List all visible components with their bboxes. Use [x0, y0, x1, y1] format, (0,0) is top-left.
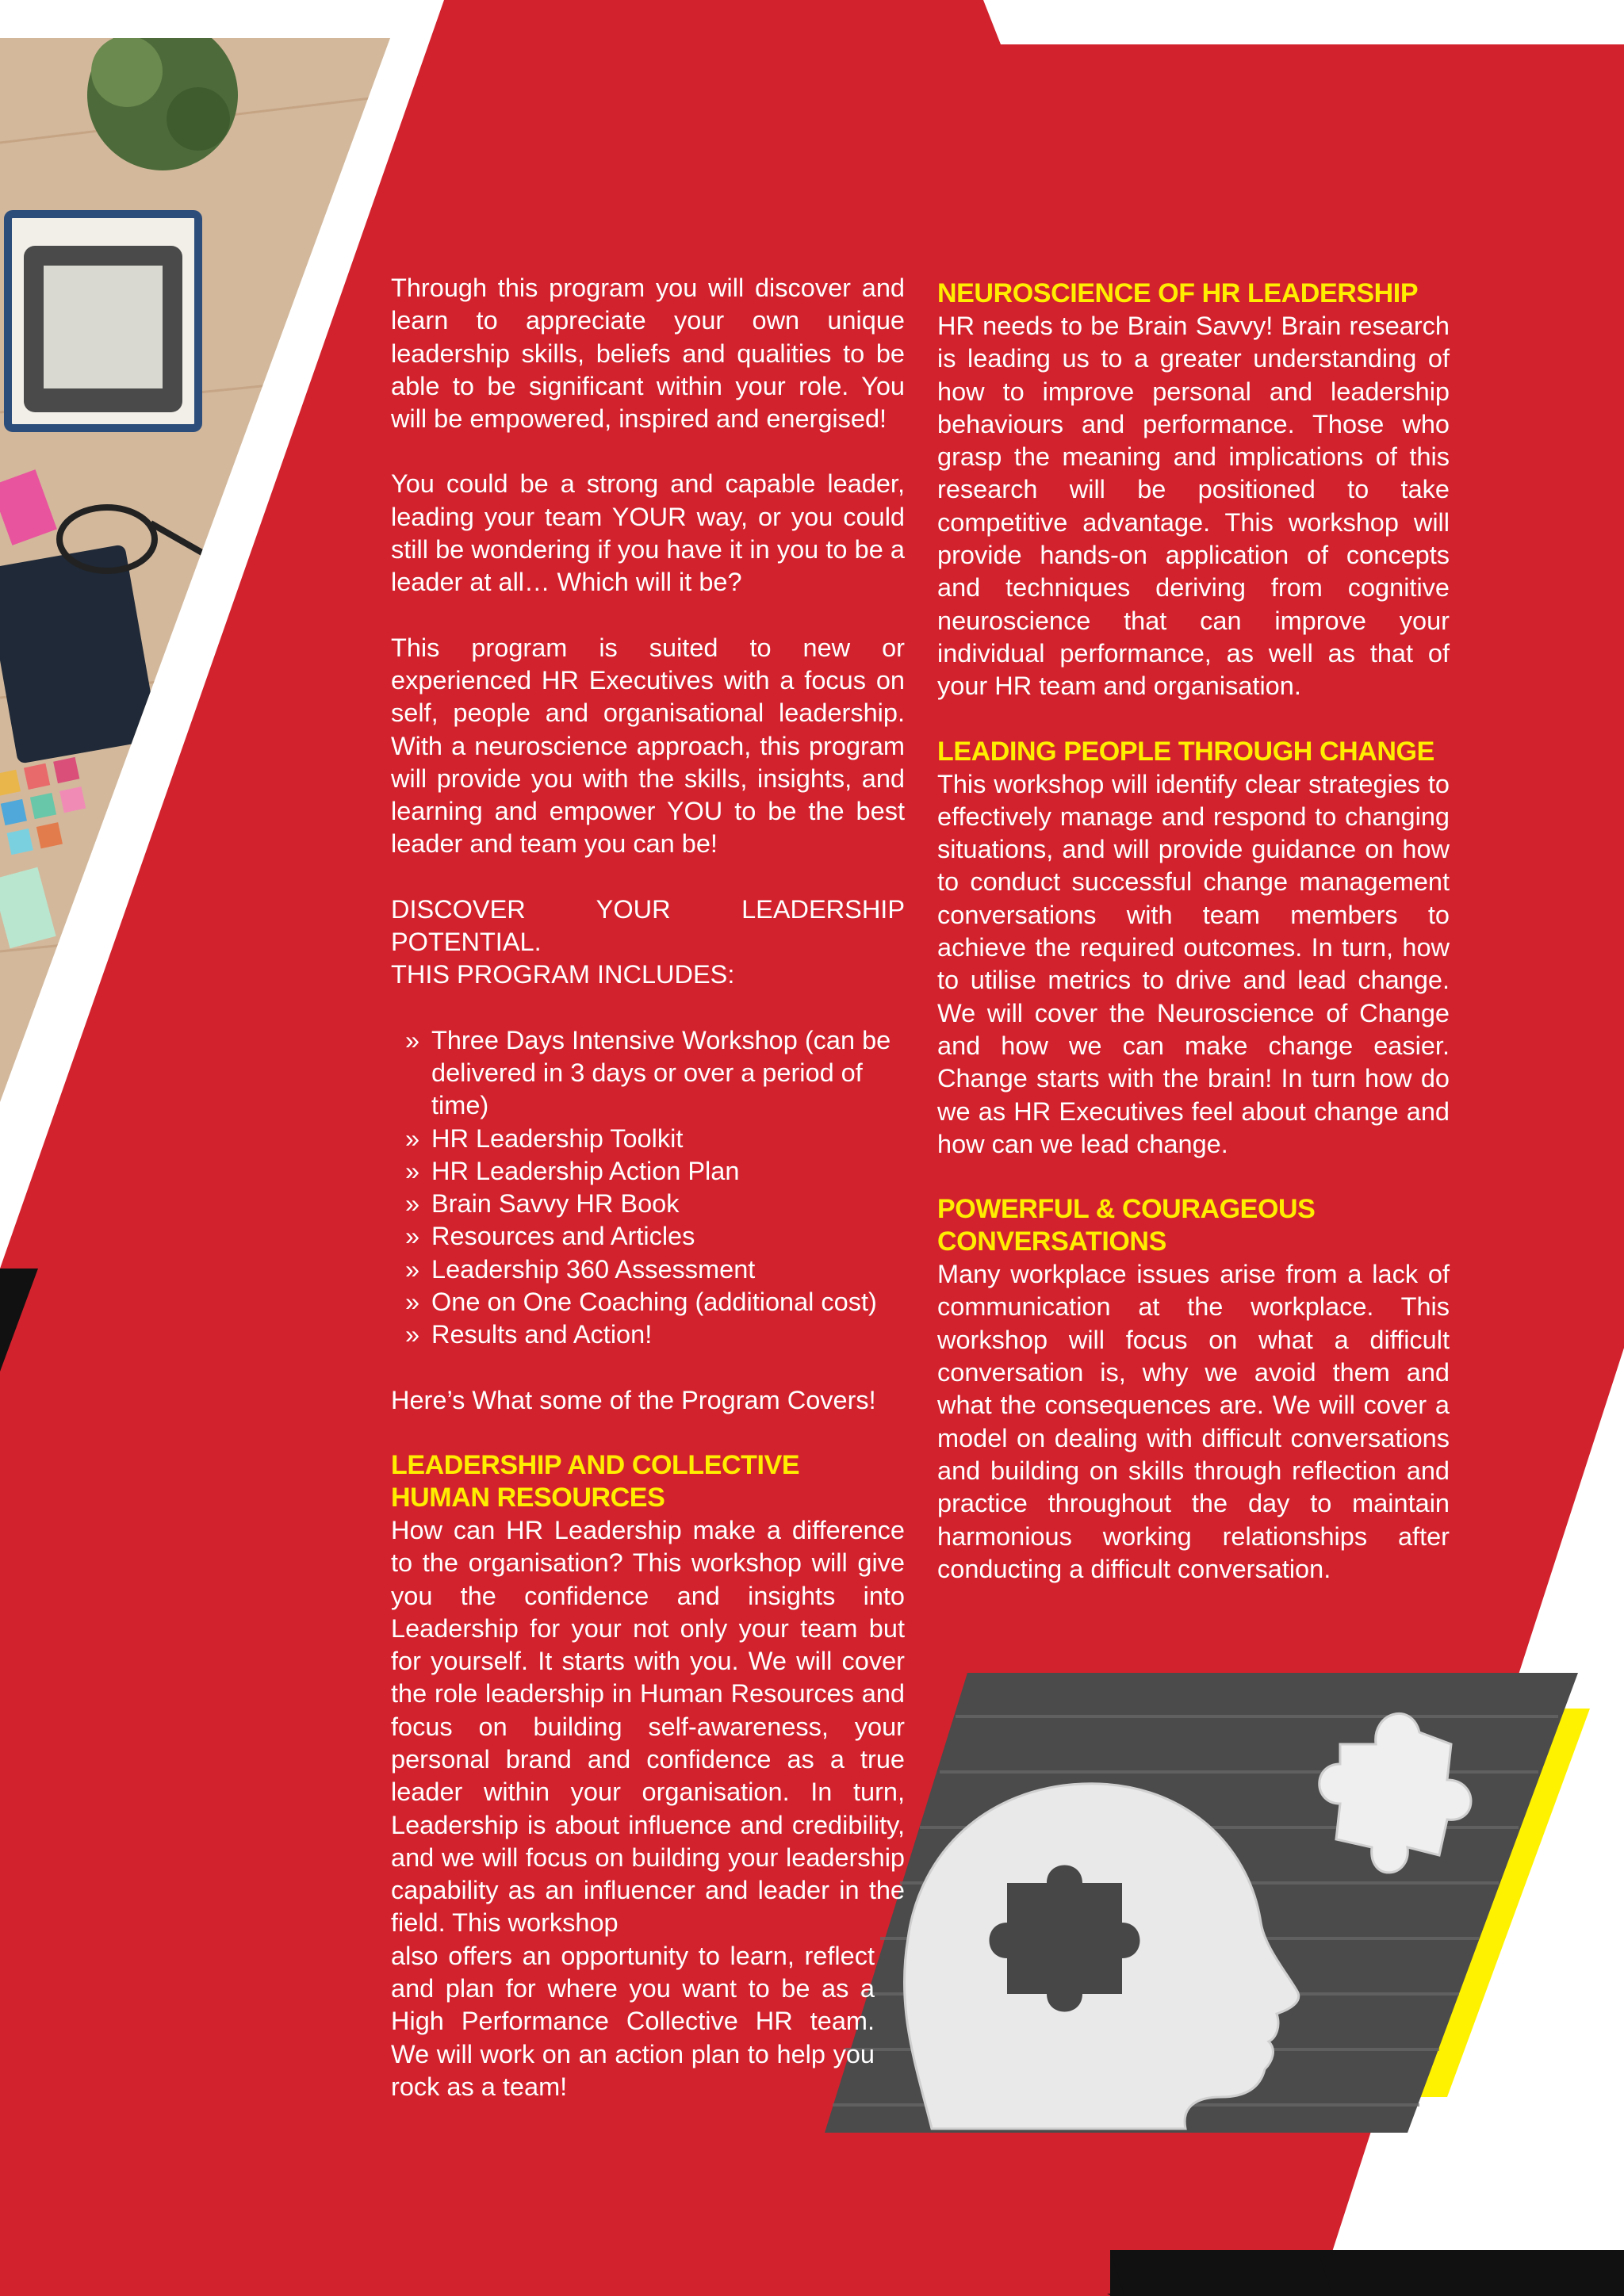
list-item: » HR Leadership Toolkit: [391, 1123, 905, 1155]
list-item: » HR Leadership Action Plan: [391, 1155, 905, 1188]
section-body-change: This workshop will identify clear strategies to effectively manage and respond to changing situations, and will provide guidance on how to conduct successful change management conversations with team members to achieve the required outcomes. In turn, how to utilise metrics to drive and lead change. We will cover the Neuroscience of Change and how we can make change easier. Change starts with the brain! In turn how do we as HR Executives feel about change and how can we lead change.: [937, 769, 1450, 1158]
intro-paragraph-1: Through this program you will discover and learn to appreciate your own unique leadership skills, beliefs and qualities to be able to be significant within your role. You will be empowered, inspired and energised!: [391, 274, 905, 434]
section-title-leadership-line2: HUMAN RESOURCES: [391, 1482, 665, 1513]
bullet-icon: »: [405, 1025, 420, 1054]
left-column: [391, 272, 905, 2103]
discover-heading-line1: DISCOVER YOUR LEADERSHIP POTENTIAL.: [391, 894, 905, 957]
bullet-icon: »: [405, 1189, 420, 1219]
list-item: » Three Days Intensive Workshop (can be delivered in 3 days or over a period of time): [405, 1025, 891, 1120]
section-title-conversations-line2: CONVERSATIONS: [937, 1226, 1166, 1257]
list-item: » Leadership 360 Assessment: [391, 1253, 905, 1286]
bullet-icon: »: [405, 1288, 420, 1317]
program-includes-list: [391, 1024, 905, 1352]
intro-paragraph-2: You could be a strong and capable leader, leading your team YOUR way, or you could still be wondering if you have it in you to be a leader at all… Which will it be?: [391, 469, 905, 597]
bullet-icon: »: [405, 1123, 420, 1153]
list-item: » Brain Savvy HR Book: [391, 1188, 905, 1220]
discover-heading-line2: THIS PROGRAM INCLUDES:: [391, 960, 735, 989]
bullet-icon: »: [405, 1254, 420, 1284]
bullet-icon: »: [405, 1320, 420, 1349]
intro-paragraph-3: This program is suited to new or experienced HR Executives with a focus on self, people and organisational leadership. With a neuroscience approach, this program will provide you with the skills, insights, and learning and empower YOU to be the best leader and team you can be!: [391, 633, 905, 859]
right-column: [937, 277, 1450, 1586]
section-body-neuroscience: HR needs to be Brain Savvy! Brain research is leading us to a greater understanding of how to improve personal and leadership behaviours and performance. Those who grasp the meaning and implications of this research will be positioned to take competitive advantage. This workshop will provide hands-on application of concepts and techniques deriving from cognitive neuroscience that can improve your individual performance, as well as that of your HR team and organisation.: [937, 312, 1450, 701]
section-title-neuroscience: NEUROSCIENCE OF HR LEADERSHIP: [937, 278, 1419, 308]
list-item: » Results and Action!: [391, 1318, 905, 1351]
section-body-leadership: How can HR Leadership make a difference to the organisation? This workshop will give you the confidence and insights into Leadership for your not only your team but for yourself. It starts with you. We will cover the role leadership in Human Resources and focus on building self-awareness, your personal brand and confidence as a true leader within your organisation. In turn, Leadership is about influence and credibility, and we will focus on building your leadership capability as an influencer and leader in the field. This workshop: [391, 1515, 905, 1938]
puzzle-hole-icon: [990, 1866, 1140, 2012]
puzzle-head-photo: [821, 1669, 1590, 2145]
bullet-icon: »: [405, 1156, 420, 1185]
section-body-conversations: Many workplace issues arise from a lack of communication at the workplace. This workshop will focus on what a difficult conversation is, why we avoid them and what the consequences are. We will cover a model on dealing with difficult conversations and building on skills through reflection and practice throughout the day to maintain harmonious working relationships after conducting a difficult conversation.: [937, 1260, 1450, 1583]
section-title-conversations-line1: POWERFUL & COURAGEOUS: [937, 1194, 1316, 1225]
program-covers-line: Here’s What some of the Program Covers!: [391, 1385, 876, 1414]
list-item: » One on One Coaching (additional cost): [391, 1286, 905, 1318]
bullet-icon: »: [405, 1222, 420, 1251]
section-body-leadership-continued: also offers an opportunity to learn, reflect and plan for where you want to be as a High Performance Collective HR team. We will work on an action plan to help you rock as a team!: [391, 1941, 875, 2101]
list-item: » Resources and Articles: [391, 1220, 905, 1253]
section-title-leadership-line1: LEADERSHIP AND COLLECTIVE: [391, 1449, 800, 1480]
section-title-change: LEADING PEOPLE THROUGH CHANGE: [937, 736, 1434, 767]
